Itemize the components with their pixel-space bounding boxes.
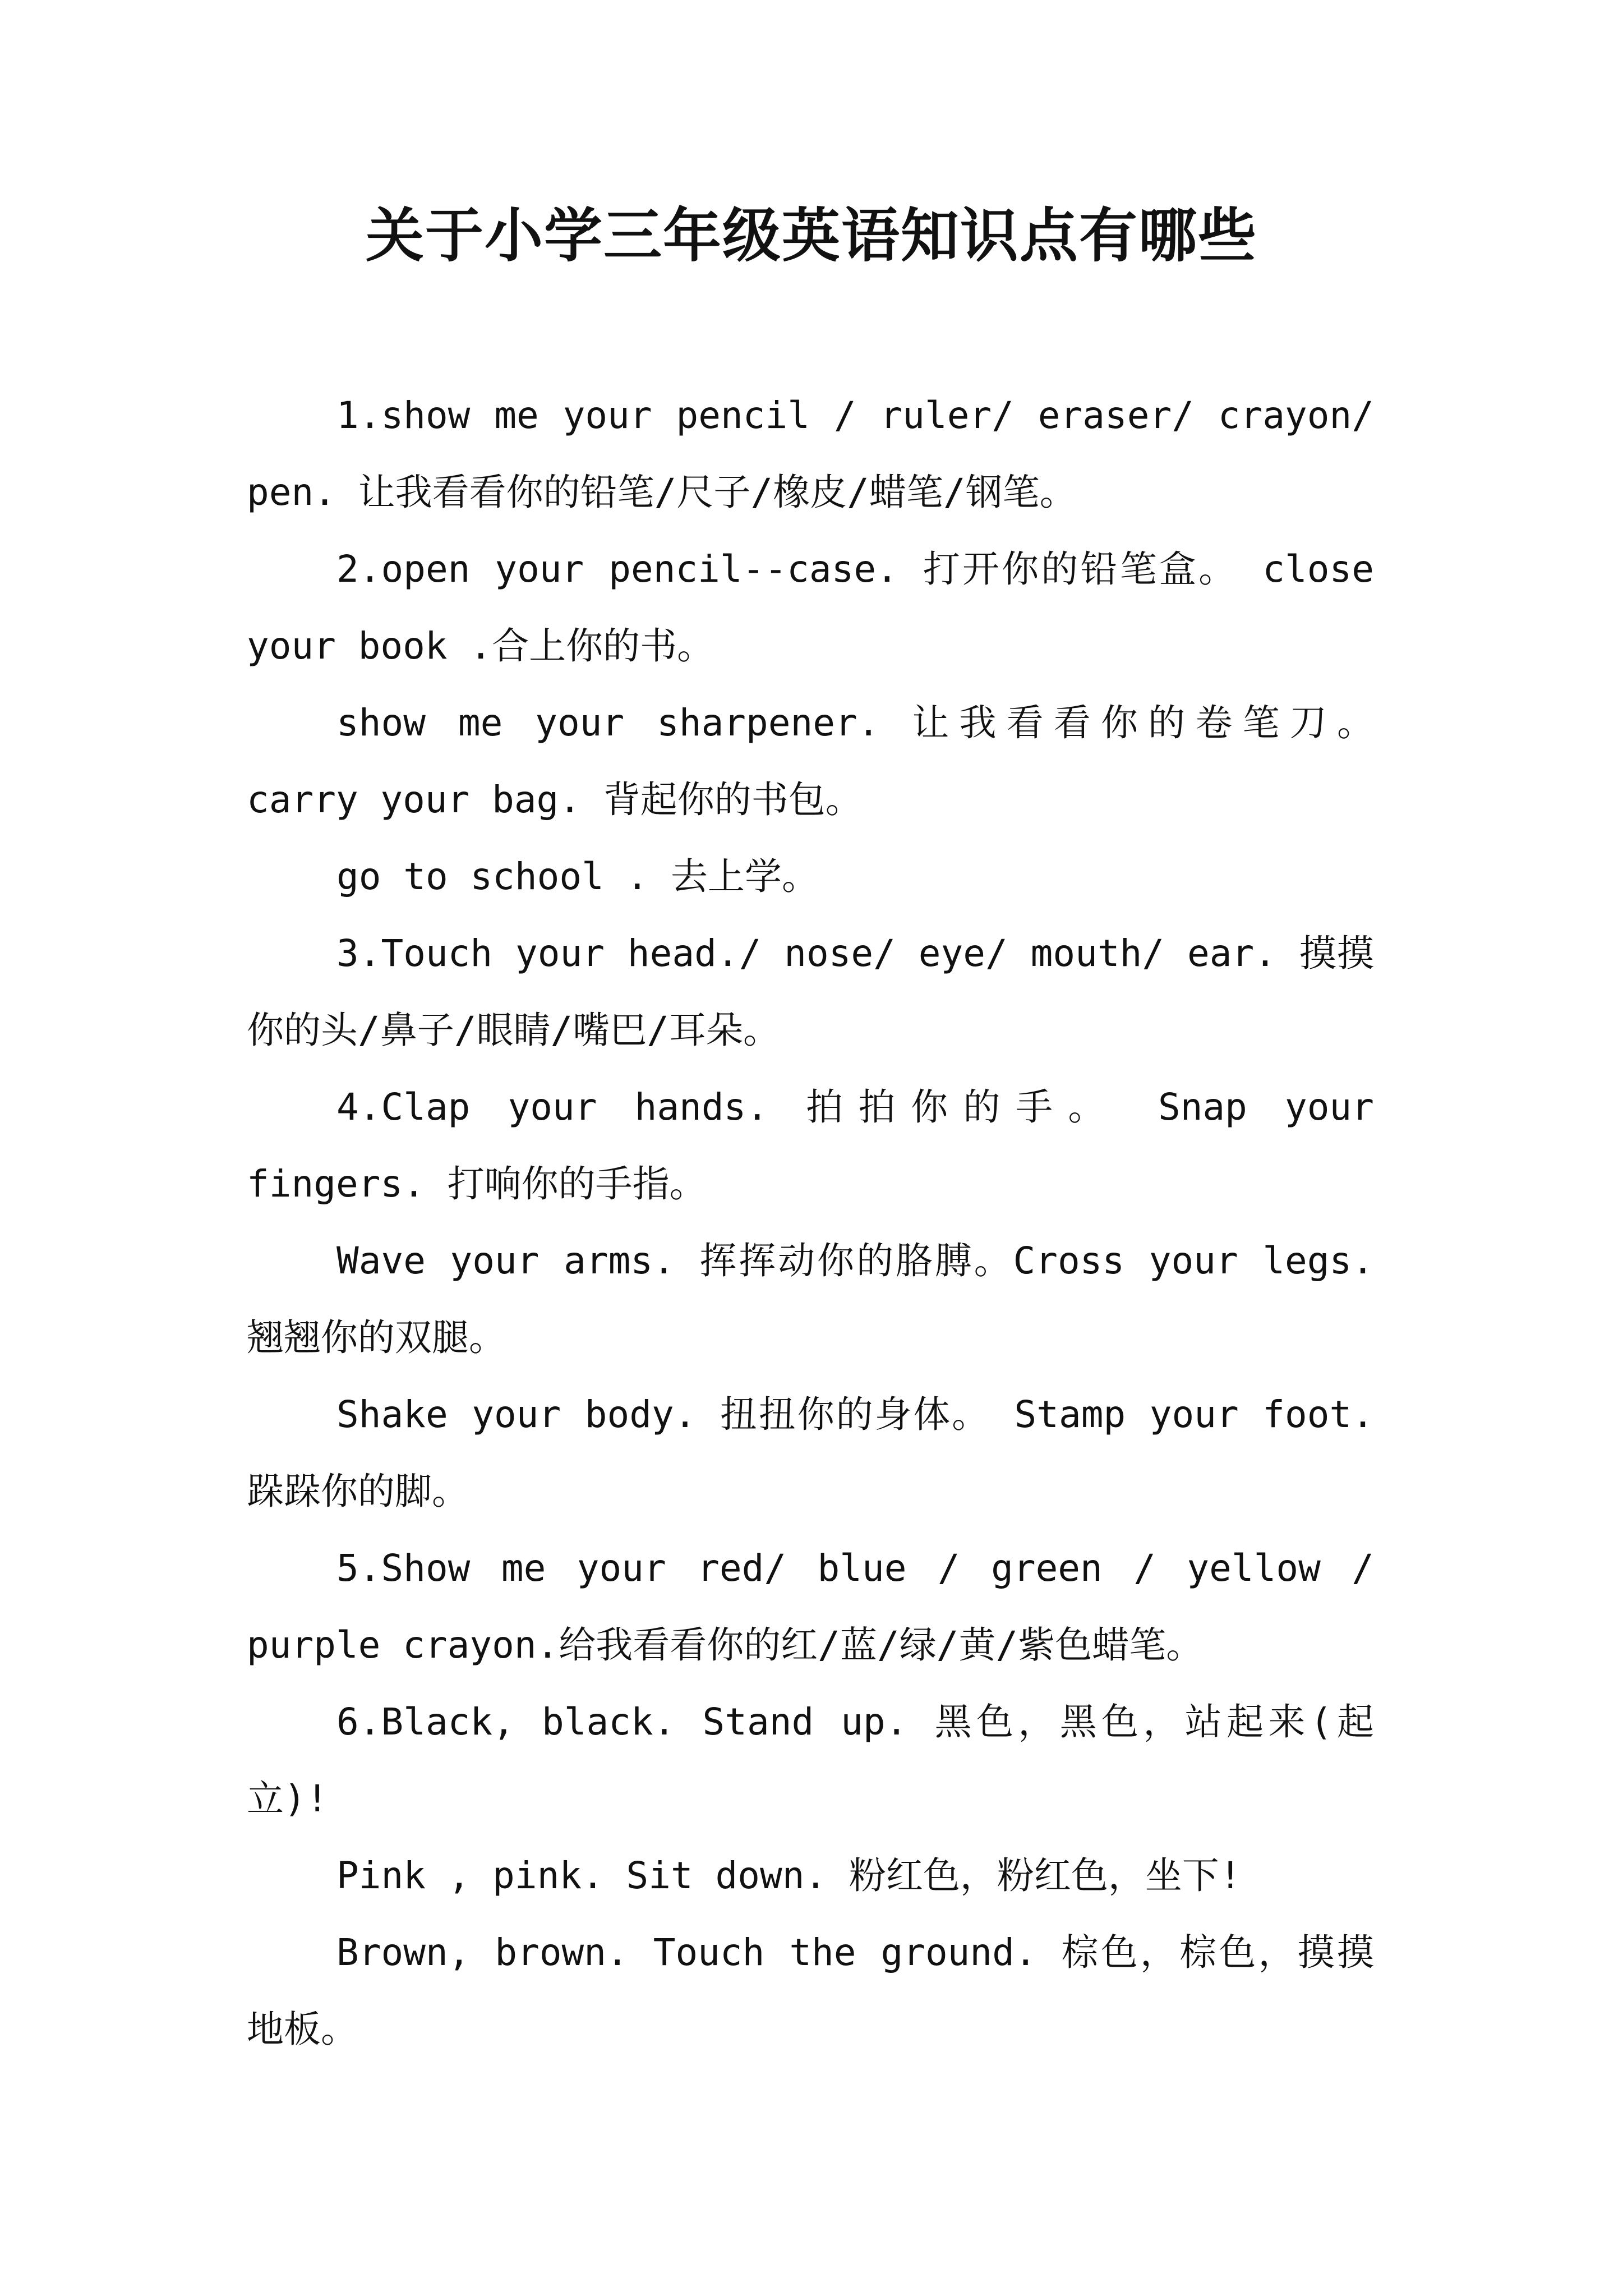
paragraph-4: go to school . 去上学。: [336, 855, 819, 898]
paragraph-2: 2.open your pencil--case. 打开你的铅笔盒。 close your book .合上你的书。: [247, 547, 1374, 668]
document-body: [247, 377, 1374, 2068]
paragraph-9: 5.Show me your red/ blue / green / yellow / purple crayon.给我看看你的红/蓝/绿/黄/紫色蜡笔。: [247, 1547, 1374, 1667]
paragraph-12: Brown, brown. Touch the ground. 棕色，棕色，摸摸地板。: [247, 1931, 1374, 2051]
document-title: 关于小学三年级英语知识点有哪些: [365, 201, 1257, 270]
paragraph-1: 1.show me your pencil / ruler/ eraser/ crayon/ pen. 让我看看你的铅笔/尺子/橡皮/蜡笔/钢笔。: [247, 394, 1374, 514]
paragraph-10: 6.Black, black. Stand up. 黑色，黑色，站起来(起立)!: [247, 1700, 1374, 1820]
paragraph-5: 3.Touch your head./ nose/ eye/ mouth/ ear. 摸摸你的头/鼻子/眼睛/嘴巴/耳朵。: [247, 932, 1374, 1052]
paragraph-7: Wave your arms. 挥挥动你的胳膊。Cross your legs. 翘翘你的双腿。: [247, 1239, 1374, 1359]
paragraph-8: Shake your body. 扭扭你的身体。 Stamp your foot. 跺跺你的脚。: [247, 1393, 1374, 1513]
paragraph-3: show me your sharpener. 让我看看你的卷笔刀。 carry your bag. 背起你的书包。: [247, 701, 1374, 821]
paragraph-11: Pink , pink. Sit down. 粉红色，粉红色，坐下!: [336, 1854, 1242, 1897]
paragraph-6: 4.Clap your hands. 拍拍你的手。 Snap your fingers. 打响你的手指。: [247, 1085, 1374, 1205]
